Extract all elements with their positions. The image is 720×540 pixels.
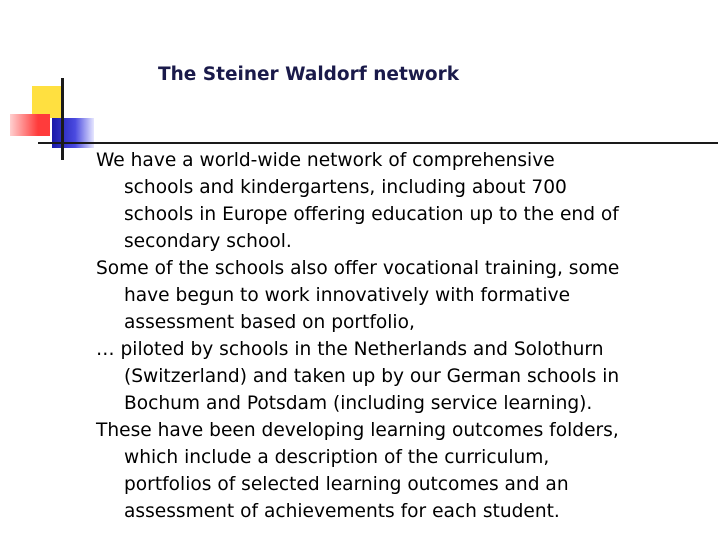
text-line: Bochum and Potsdam (including service learning). bbox=[124, 393, 593, 414]
paragraph-piloted bbox=[96, 336, 706, 417]
text-line: These have been developing learning outcomes folders, bbox=[96, 420, 619, 441]
slide-body bbox=[96, 147, 706, 525]
text-line: which include a description of the curriculum, bbox=[124, 447, 550, 468]
paragraph-network bbox=[96, 147, 706, 255]
text-line: We have a world-wide network of comprehensive bbox=[96, 150, 555, 171]
text-line: portfolios of selected learning outcomes and an bbox=[124, 474, 569, 495]
decorative-red-bar bbox=[10, 114, 50, 136]
text-line: Some of the schools also offer vocational training, some bbox=[96, 258, 620, 279]
text-line: assessment based on portfolio, bbox=[124, 312, 415, 333]
text-line: (Switzerland) and taken up by our German schools in bbox=[124, 366, 620, 387]
title-underline-rule bbox=[38, 142, 718, 144]
text-line: have begun to work innovatively with formative bbox=[124, 285, 571, 306]
text-line: assessment of achievements for each student. bbox=[124, 501, 560, 522]
slide-title: The Steiner Waldorf network bbox=[158, 64, 460, 85]
paragraph-vocational bbox=[96, 255, 706, 336]
text-line: … piloted by schools in the Netherlands and Solothurn bbox=[96, 339, 604, 360]
text-line: secondary school. bbox=[124, 231, 292, 252]
text-line: schools and kindergartens, including about 700 bbox=[124, 177, 567, 198]
text-line: schools in Europe offering education up to the end of bbox=[124, 204, 619, 225]
decorative-vertical-rule bbox=[61, 78, 64, 160]
paragraph-outcomes bbox=[96, 417, 706, 525]
